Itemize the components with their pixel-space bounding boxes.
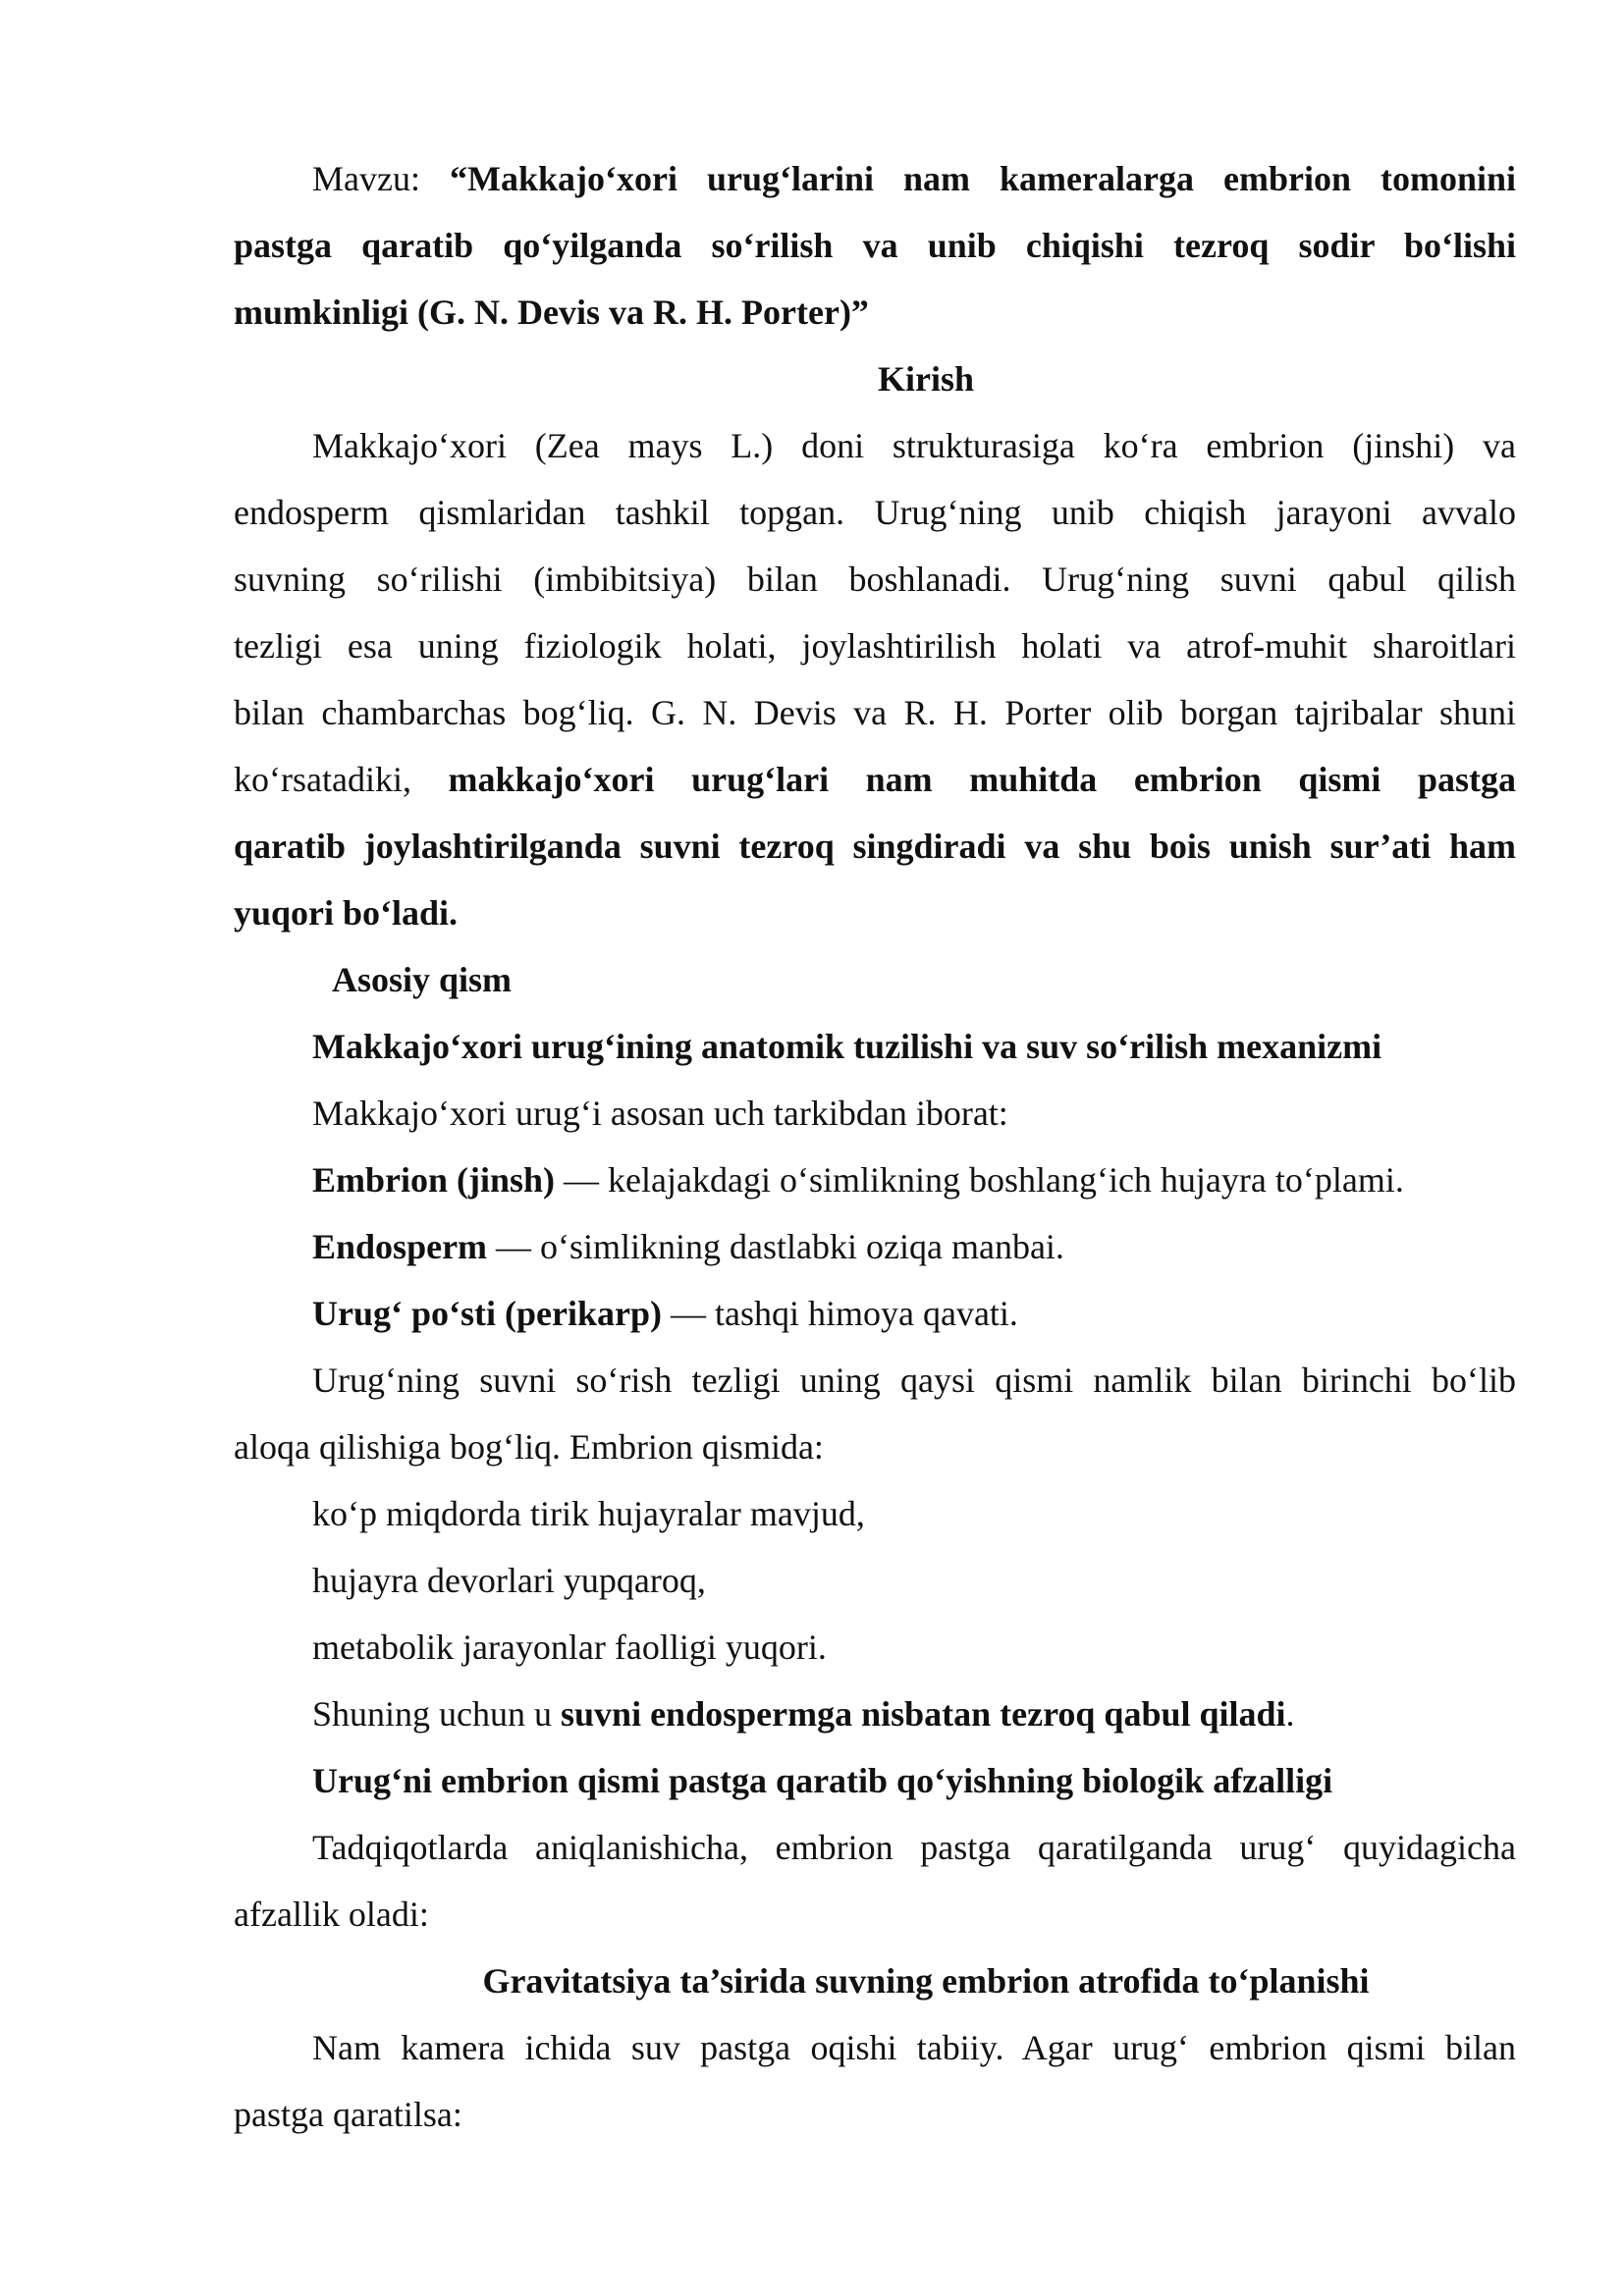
intro-line-5: bilan chambarchas bog‘liq. G. N. Devis va R. H. Porter olib borgan tajribalar shuni <box>234 693 1516 732</box>
intro-line-1: Makkajo‘xori (Zea mays L.) doni strukturasiga ko‘ra embrion (jinshi) va <box>312 426 1516 465</box>
part-pericarp <box>312 1292 1516 1335</box>
title-line-2 <box>234 224 1516 267</box>
speed-line-2: aloqa qilishiga bog‘liq. Embrion qismida: <box>234 1427 824 1467</box>
conclusion-bold: suvni endospermga nisbatan tezroq qabul qiladi <box>561 1694 1286 1734</box>
embryo-feature-3: metabolik jarayonlar faolligi yuqori. <box>312 1628 827 1667</box>
subheading-anatomy-text: Makkajo‘xori urug‘ining anatomik tuzilishi va suv so‘rilish mexanizmi <box>312 1027 1382 1066</box>
title-bold-2: pastga qaratib qo‘yilganda so‘rilish va unib chiqishi tezroq sodir bo‘lishi <box>234 226 1516 265</box>
intro-line-6 <box>234 758 1516 801</box>
part-embryo-term: Embrion (jinsh) <box>312 1160 556 1200</box>
research-line-1: Tadqiqotlarda aniqlanishicha, embrion pastga qaratilganda urug‘ quyidagicha <box>312 1828 1516 1867</box>
subheading-gravity-text: Gravitatsiya ta’sirida suvning embrion atrofida to‘planishi <box>482 1961 1370 2001</box>
conclusion-end: . <box>1285 1694 1295 1734</box>
intro-line-8 <box>234 891 1516 934</box>
part-endosperm-desc: — o‘simlikning dastlabki oziqa manbai. <box>487 1227 1064 1266</box>
intro-line-8-bold: yuqori bo‘ladi. <box>234 893 459 933</box>
conclusion-plain: Shuning uchun u <box>312 1694 562 1734</box>
embryo-feature-1: ko‘p miqdorda tirik hujayralar mavjud, <box>312 1494 865 1533</box>
subheading-anatomy <box>312 1025 1516 1068</box>
intro-line-6-plain: ko‘rsatadiki, <box>234 760 449 799</box>
intro-line-7-bold: qaratib joylashtirilganda suvni tezroq singdiradi va shu bois unish sur’ati ham <box>234 827 1516 866</box>
intro-line-3: suvning so‘rilishi (imbibitsiya) bilan boshlanadi. Urug‘ning suvni qabul qilish <box>234 560 1516 599</box>
part-endosperm-term: Endosperm <box>312 1227 488 1266</box>
research-line-2: afzallik oladi: <box>234 1895 429 1934</box>
intro-heading <box>234 357 1618 400</box>
intro-line-4: tezligi esa uning fiziologik holati, joylashtirilish holati va atrof-muhit sharoitlari <box>234 626 1516 666</box>
title-bold-1: “Makkajo‘xori urug‘larini nam kameralarga embrion tomonini <box>449 159 1517 198</box>
intro-line-6-bold: makkajo‘xori urug‘lari nam muhitda embrion qismi pastga <box>448 760 1516 799</box>
title-line-1 <box>312 157 1516 200</box>
speed-line-1: Urug‘ning suvni so‘rish tezligi uning qaysi qismi namlik bilan birinchi bo‘lib <box>312 1361 1516 1400</box>
title-bold-3: mumkinligi (G. N. Devis va R. H. Porter)” <box>234 293 869 332</box>
title-line-3 <box>234 291 1516 334</box>
conclusion-line <box>312 1692 1516 1735</box>
intro-heading-text: Kirish <box>877 359 974 399</box>
composition-intro: Makkajo‘xori urug‘i asosan uch tarkibdan iborat: <box>312 1094 1008 1133</box>
gravity-line-2: pastga qaratilsa: <box>234 2095 462 2134</box>
title-prefix: Mavzu: <box>312 159 450 198</box>
part-embryo <box>312 1158 1516 1201</box>
subheading-gravity <box>234 1959 1618 2002</box>
subheading-advantage <box>312 1759 1516 1802</box>
main-heading-text: Asosiy qism <box>332 960 513 999</box>
part-embryo-desc: — kelajakdagi o‘simlikning boshlang‘ich hujayra to‘plami. <box>555 1160 1404 1200</box>
part-pericarp-desc: — tashqi himoya qavati. <box>661 1294 1018 1333</box>
part-pericarp-term: Urug‘ po‘sti (perikarp) <box>312 1294 662 1333</box>
gravity-line-1: Nam kamera ichida suv pastga oqishi tabiiy. Agar urug‘ embrion qismi bilan <box>312 2028 1516 2067</box>
subheading-advantage-text: Urug‘ni embrion qismi pastga qaratib qo‘yishning biologik afzalligi <box>312 1761 1333 1800</box>
intro-line-2: endosperm qismlaridan tashkil topgan. Urug‘ning unib chiqish jarayoni avvalo <box>234 493 1516 532</box>
intro-line-7 <box>234 825 1516 868</box>
embryo-feature-2: hujayra devorlari yupqaroq, <box>312 1561 706 1600</box>
main-heading <box>332 958 1614 1001</box>
part-endosperm <box>312 1225 1516 1268</box>
